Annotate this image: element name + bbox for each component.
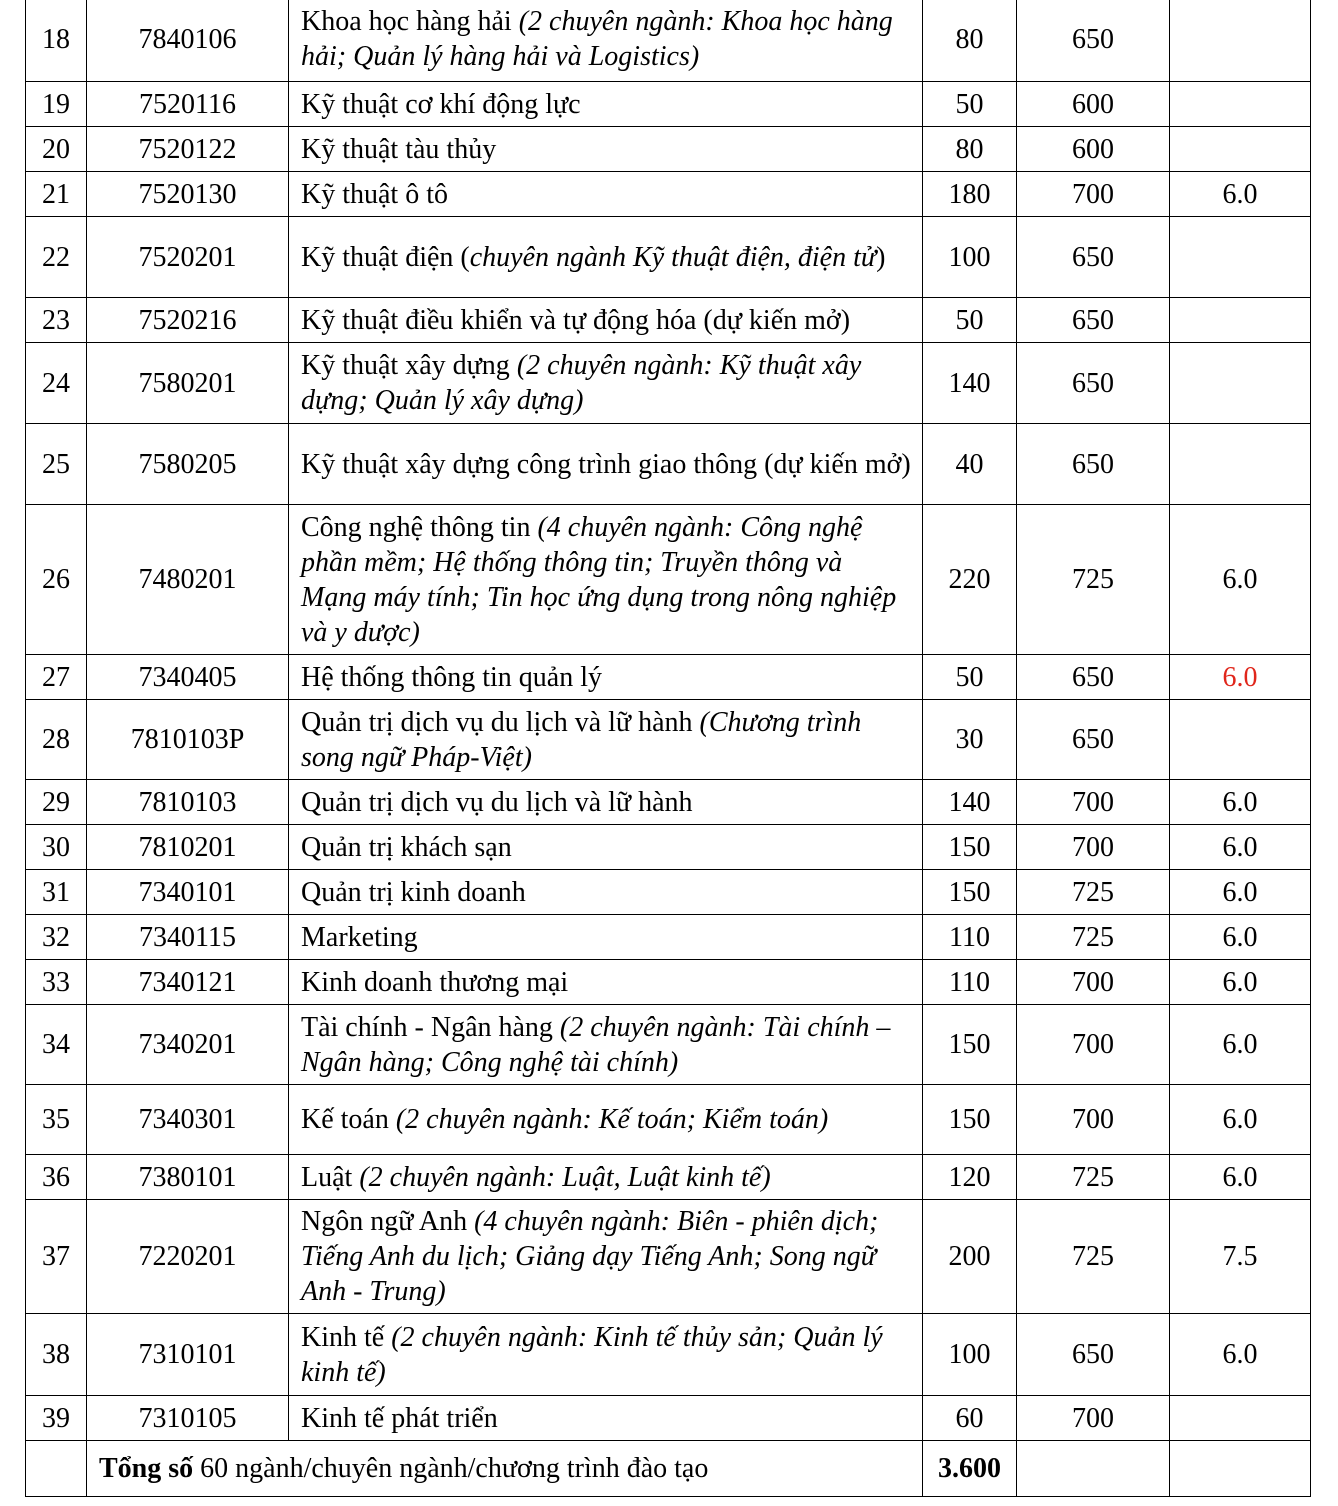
- program-name-cell: [289, 870, 923, 915]
- quota-value: 120: [923, 1155, 1017, 1200]
- table-row: [26, 1396, 1311, 1441]
- program-name-cell: [289, 1314, 923, 1396]
- table-row: [26, 1005, 1311, 1085]
- total-quota: 3.600: [923, 1441, 1017, 1497]
- quota-value: 80: [923, 0, 1017, 82]
- score-value: 650: [1017, 424, 1170, 505]
- program-note: (2 chuyên ngành: Kế toán; Kiểm toán): [388, 1104, 829, 1135]
- ielts-value: [1170, 700, 1311, 780]
- program-code: 7480201: [87, 505, 289, 655]
- ielts-value: 6.0: [1170, 915, 1311, 960]
- program-code: 7810103P: [87, 700, 289, 780]
- score-value: 700: [1017, 780, 1170, 825]
- program-code: 7810103: [87, 780, 289, 825]
- score-value: 650: [1017, 0, 1170, 82]
- row-number: 26: [26, 505, 87, 655]
- quota-value: 150: [923, 870, 1017, 915]
- program-code: 7580205: [87, 424, 289, 505]
- program-name: Quản trị dịch vụ du lịch và lữ hành: [301, 706, 693, 738]
- program-name-cell: [289, 82, 923, 127]
- program-name-cell: [289, 424, 923, 505]
- quota-value: 30: [923, 700, 1017, 780]
- table-row: [26, 217, 1311, 298]
- table-row: [26, 343, 1311, 424]
- program-name: Kỹ thuật cơ khí động lực: [301, 88, 581, 120]
- program-name-cell: [289, 655, 923, 700]
- score-value: 600: [1017, 82, 1170, 127]
- quota-value: 150: [923, 1085, 1017, 1155]
- ielts-value: [1170, 343, 1311, 424]
- row-number: 22: [26, 217, 87, 298]
- program-code: 7810201: [87, 825, 289, 870]
- score-value: 725: [1017, 870, 1170, 915]
- ielts-value: 6.0: [1170, 1085, 1311, 1155]
- program-note: (2 chuyên ngành: Kỹ thuật xây dựng; Quản lý xây dựng): [301, 350, 862, 416]
- program-name-cell: [289, 172, 923, 217]
- score-value: 700: [1017, 1005, 1170, 1085]
- quota-value: 110: [923, 960, 1017, 1005]
- ielts-value: 6.0: [1170, 780, 1311, 825]
- program-name: Quản trị khách sạn: [301, 831, 512, 863]
- quota-value: 40: [923, 424, 1017, 505]
- total-empty-score: [1017, 1441, 1170, 1497]
- ielts-value: [1170, 1396, 1311, 1441]
- score-value: 725: [1017, 915, 1170, 960]
- score-value: 700: [1017, 825, 1170, 870]
- total-label: [87, 1441, 923, 1497]
- ielts-value: [1170, 82, 1311, 127]
- quota-value: 140: [923, 780, 1017, 825]
- row-number: 32: [26, 915, 87, 960]
- program-name: Quản trị dịch vụ du lịch và lữ hành: [301, 786, 693, 818]
- quota-value: 50: [923, 82, 1017, 127]
- program-code: 7220201: [87, 1200, 289, 1314]
- row-number: 27: [26, 655, 87, 700]
- program-name-cell: [289, 780, 923, 825]
- program-code: 7380101: [87, 1155, 289, 1200]
- score-value: 650: [1017, 298, 1170, 343]
- program-name-cell: [289, 915, 923, 960]
- program-note: (2 chuyên ngành: Luật, Luật kinh tế): [352, 1161, 771, 1193]
- program-code: 7340101: [87, 870, 289, 915]
- program-code: 7340201: [87, 1005, 289, 1085]
- admissions-table: [25, 0, 1311, 1497]
- program-name: Kỹ thuật xây dựng công trình giao thông (dự kiến mở): [301, 448, 911, 480]
- program-code: 7520216: [87, 298, 289, 343]
- row-number: 37: [26, 1200, 87, 1314]
- table-row: [26, 1200, 1311, 1314]
- program-code: 7310101: [87, 1314, 289, 1396]
- table-row: [26, 825, 1311, 870]
- quota-value: 50: [923, 655, 1017, 700]
- program-name: Kế toán: [301, 1104, 389, 1135]
- table-row: [26, 960, 1311, 1005]
- program-code: 7340301: [87, 1085, 289, 1155]
- row-number: 36: [26, 1155, 87, 1200]
- program-name: Ngôn ngữ Anh: [301, 1206, 468, 1237]
- table-row: [26, 0, 1311, 82]
- program-name: Công nghệ thông tin: [301, 511, 531, 543]
- program-name-cell: [289, 0, 923, 82]
- program-note: chuyên ngành Kỹ thuật điện, điện tử: [469, 241, 877, 273]
- program-code: 7580201: [87, 343, 289, 424]
- program-name-cell: [289, 825, 923, 870]
- row-number: 24: [26, 343, 87, 424]
- ielts-value: [1170, 127, 1311, 172]
- program-name-cell: [289, 505, 923, 655]
- program-name-cell: [289, 1396, 923, 1441]
- quota-value: 200: [923, 1200, 1017, 1314]
- table-row: [26, 505, 1311, 655]
- program-note: (2 chuyên ngành: Khoa học hàng hải; Quản lý hàng hải và Logistics): [301, 6, 893, 72]
- score-value: 700: [1017, 1085, 1170, 1155]
- program-name-cell: [289, 700, 923, 780]
- quota-value: 100: [923, 217, 1017, 298]
- table-row: [26, 172, 1311, 217]
- program-name-cell: [289, 217, 923, 298]
- program-name: Luật: [301, 1161, 353, 1193]
- table-body: [26, 0, 1311, 1497]
- score-value: 725: [1017, 1155, 1170, 1200]
- ielts-value: 6.0: [1170, 1155, 1311, 1200]
- ielts-value: [1170, 0, 1311, 82]
- ielts-value: 6.0: [1170, 1005, 1311, 1085]
- score-value: 650: [1017, 655, 1170, 700]
- table-row: [26, 298, 1311, 343]
- row-number: 23: [26, 298, 87, 343]
- program-name-cell: [289, 1085, 923, 1155]
- program-name: Khoa học hàng hải: [301, 6, 512, 37]
- program-note: (Chương trình song ngữ Pháp-Việt): [301, 706, 862, 773]
- program-note: (2 chuyên ngành: Tài chính – Ngân hàng; Công nghệ tài chính): [301, 1011, 891, 1078]
- program-code: 7840106: [87, 0, 289, 82]
- program-note: (4 chuyên ngành: Biên - phiên dịch; Tiếng Anh du lịch; Giảng dạy Tiếng Anh; Song ngữ Anh - Trung): [301, 1206, 879, 1307]
- program-code: 7340405: [87, 655, 289, 700]
- ielts-value: 6.0: [1170, 870, 1311, 915]
- row-number: 18: [26, 0, 87, 82]
- program-name: Marketing: [301, 921, 418, 953]
- quota-value: 110: [923, 915, 1017, 960]
- score-value: 725: [1017, 505, 1170, 655]
- total-label-rest: 60 ngành/chuyên ngành/chương trình đào tạo: [193, 1453, 709, 1484]
- quota-value: 220: [923, 505, 1017, 655]
- table-row: [26, 915, 1311, 960]
- program-name: Kinh tế: [301, 1321, 385, 1353]
- table-row: [26, 424, 1311, 505]
- ielts-value: [1170, 298, 1311, 343]
- score-value: 650: [1017, 217, 1170, 298]
- program-code: 7310105: [87, 1396, 289, 1441]
- ielts-value: 6.0: [1170, 655, 1311, 700]
- program-name: Quản trị kinh doanh: [301, 876, 526, 908]
- row-number: 33: [26, 960, 87, 1005]
- ielts-value: 6.0: [1170, 1314, 1311, 1396]
- program-code: 7340115: [87, 915, 289, 960]
- program-code: 7520130: [87, 172, 289, 217]
- table-row: [26, 700, 1311, 780]
- program-name: Kỹ thuật ô tô: [301, 178, 448, 210]
- row-number: 25: [26, 424, 87, 505]
- score-value: 650: [1017, 1314, 1170, 1396]
- program-name-cell: [289, 127, 923, 172]
- row-number: 19: [26, 82, 87, 127]
- row-number: 29: [26, 780, 87, 825]
- score-value: 650: [1017, 343, 1170, 424]
- total-row: [26, 1441, 1311, 1497]
- ielts-value: [1170, 424, 1311, 505]
- program-name: Kỹ thuật điều khiển và tự động hóa (dự kiến mở): [301, 304, 851, 336]
- table-row: [26, 82, 1311, 127]
- table-row: [26, 655, 1311, 700]
- program-name-cell: [289, 1155, 923, 1200]
- score-value: 725: [1017, 1200, 1170, 1314]
- program-code: 7340121: [87, 960, 289, 1005]
- quota-value: 60: [923, 1396, 1017, 1441]
- row-number: 21: [26, 172, 87, 217]
- row-number: 35: [26, 1085, 87, 1155]
- quota-value: 180: [923, 172, 1017, 217]
- ielts-value: 6.0: [1170, 505, 1311, 655]
- program-name-cell: [289, 298, 923, 343]
- quota-value: 50: [923, 298, 1017, 343]
- program-name-cell: [289, 1200, 923, 1314]
- row-number: 34: [26, 1005, 87, 1085]
- row-number: 20: [26, 127, 87, 172]
- program-code: 7520201: [87, 217, 289, 298]
- row-number: 28: [26, 700, 87, 780]
- score-value: 700: [1017, 172, 1170, 217]
- row-number: 38: [26, 1314, 87, 1396]
- table-row: [26, 1155, 1311, 1200]
- row-number: 31: [26, 870, 87, 915]
- table-row: [26, 1085, 1311, 1155]
- program-name-cell: [289, 343, 923, 424]
- ielts-value: 6.0: [1170, 825, 1311, 870]
- program-name: Kỹ thuật tàu thủy: [301, 133, 497, 165]
- quota-value: 100: [923, 1314, 1017, 1396]
- ielts-value: 6.0: [1170, 960, 1311, 1005]
- ielts-value: [1170, 217, 1311, 298]
- quota-value: 150: [923, 1005, 1017, 1085]
- table-row: [26, 127, 1311, 172]
- score-value: 700: [1017, 1396, 1170, 1441]
- row-number: 39: [26, 1396, 87, 1441]
- program-name-cell: [289, 960, 923, 1005]
- score-value: 600: [1017, 127, 1170, 172]
- ielts-value: 6.0: [1170, 172, 1311, 217]
- quota-value: 80: [923, 127, 1017, 172]
- program-note: (2 chuyên ngành: Kinh tế thủy sản; Quản lý kinh tế): [301, 1321, 883, 1388]
- score-value: 700: [1017, 960, 1170, 1005]
- total-empty-cell: [26, 1441, 87, 1497]
- total-label-bold: Tổng số: [99, 1453, 194, 1484]
- program-name-cell: [289, 1005, 923, 1085]
- score-value: 650: [1017, 700, 1170, 780]
- table-row: [26, 1314, 1311, 1396]
- program-note: (4 chuyên ngành: Công nghệ phần mềm; Hệ thống thông tin; Truyền thông và Mạng máy tính; Tin học ứng dụng trong nông nghiệp và y dược): [301, 511, 897, 648]
- program-name: Kinh doanh thương mại: [301, 966, 569, 998]
- program-name: Kinh tế phát triển: [301, 1402, 498, 1434]
- total-empty-ielts: [1170, 1441, 1311, 1497]
- program-name: Tài chính - Ngân hàng: [301, 1011, 553, 1043]
- program-code: 7520116: [87, 82, 289, 127]
- program-name: Hệ thống thông tin quản lý: [301, 661, 602, 693]
- quota-value: 150: [923, 825, 1017, 870]
- ielts-value: 7.5: [1170, 1200, 1311, 1314]
- quota-value: 140: [923, 343, 1017, 424]
- program-code: 7520122: [87, 127, 289, 172]
- table-row: [26, 780, 1311, 825]
- program-name-tail: ): [876, 241, 886, 273]
- program-name: Kỹ thuật điện (: [301, 241, 470, 273]
- program-name: Kỹ thuật xây dựng: [301, 350, 510, 381]
- table-row: [26, 870, 1311, 915]
- row-number: 30: [26, 825, 87, 870]
